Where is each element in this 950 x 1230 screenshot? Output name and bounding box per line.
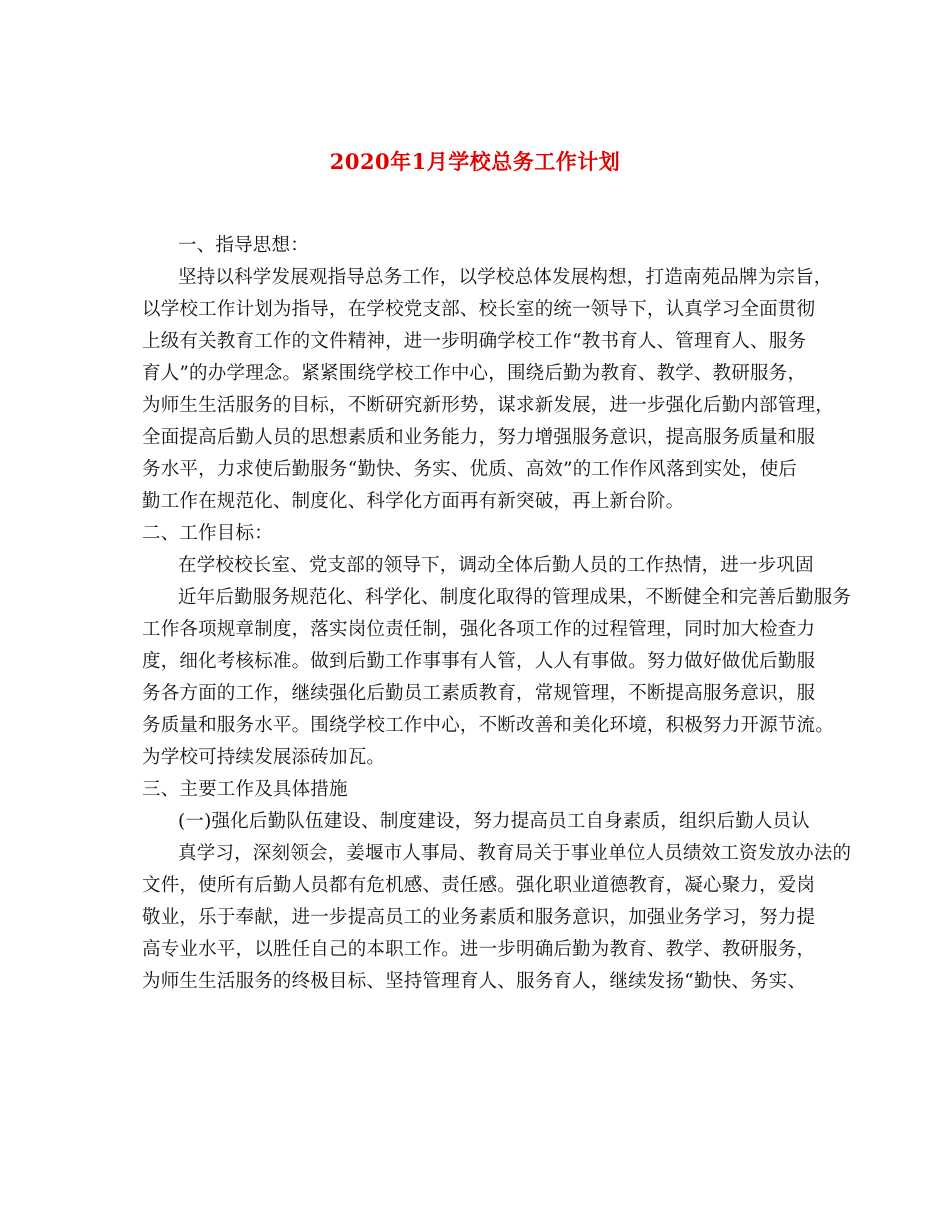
section-heading-3: (一)强化后勤队伍建设、制度建设，努力提高员工自身素质，组织后勤人员认: [178, 811, 810, 832]
paragraph-line: 为师生生活服务的目标，不断研究新形势，谋求新发展，进一步强化后勤内部管理，: [142, 395, 834, 416]
paragraph-line: 以学校工作计划为指导，在学校党支部、校长室的统一领导下，认真学习全面贯彻: [142, 299, 816, 320]
paragraph-line: 近年后勤服务规范化、科学化、制度化取得的管理成果，不断健全和完善后勤服务: [178, 587, 852, 608]
paragraph-line: 真学习，深刻领会，姜堰市人事局、教育局关于事业单位人员绩效工资发放办法的: [178, 843, 852, 864]
paragraph-line: 务质量和服务水平。围绕学校工作中心，不断改善和美化环境，积极努力开源节流。: [142, 715, 834, 736]
paragraph-line: 勤工作在规范化、制度化、科学化方面再有新突破，再上新台阶。: [142, 491, 685, 512]
paragraph-line: 务各方面的工作，继续强化后勤员工素质教育，常规管理，不断提高服务意识，服: [142, 683, 816, 704]
paragraph-line: 三、主要工作及具体措施: [142, 779, 348, 800]
paragraph-line: 工作各项规章制度，落实岗位责任制，强化各项工作的过程管理，同时加大检查力: [142, 619, 816, 640]
paragraph-line: 高专业水平，以胜任自己的本职工作。进一步明确后勤为教育、教学、教研服务，: [142, 939, 816, 960]
paragraph-line: 度，细化考核标准。做到后勤工作事事有人管，人人有事做。努力做好做优后勤服: [142, 651, 816, 672]
document-title: 2020年1月学校总务工作计划: [329, 149, 621, 174]
paragraph-line: 为师生生活服务的终极目标、坚持管理育人、服务育人，继续发扬“勤快、务实、: [142, 971, 807, 992]
paragraph-line: 为学校可持续发展添砖加瓦。: [142, 747, 386, 768]
paragraph-line: 二、工作目标：: [142, 523, 273, 544]
paragraph-line: 坚持以科学发展观指导总务工作，以学校总体发展构想，打造南苑品牌为宗旨，: [178, 267, 833, 288]
paragraph-line: 务水平，力求使后勤服务“勤快、务实、优质、高效”的工作作风落到实处，使后: [142, 459, 798, 480]
section-heading-1: 一、指导思想：: [178, 235, 309, 256]
paragraph-line: 育人”的办学理念。紧紧围绕学校工作中心，围绕后勤为教育、教学、教研服务，: [142, 363, 807, 384]
paragraph-line: 敬业，乐于奉献，进一步提高员工的业务素质和服务意识，加强业务学习，努力提: [142, 907, 816, 928]
paragraph-line: 全面提高后勤人员的思想素质和业务能力，努力增强服务意识，提高服务质量和服: [142, 427, 816, 448]
paragraph-line: 上级有关教育工作的文件精神，进一步明确学校工作“教书育人、管理育人、服务: [142, 331, 807, 352]
section-heading-2: 在学校校长室、党支部的领导下，调动全体后勤人员的工作热情，进一步巩固: [178, 555, 814, 576]
paragraph-line: 文件，使所有后勤人员都有危机感、责任感。强化职业道德教育，凝心聚力，爱岗: [142, 875, 816, 896]
